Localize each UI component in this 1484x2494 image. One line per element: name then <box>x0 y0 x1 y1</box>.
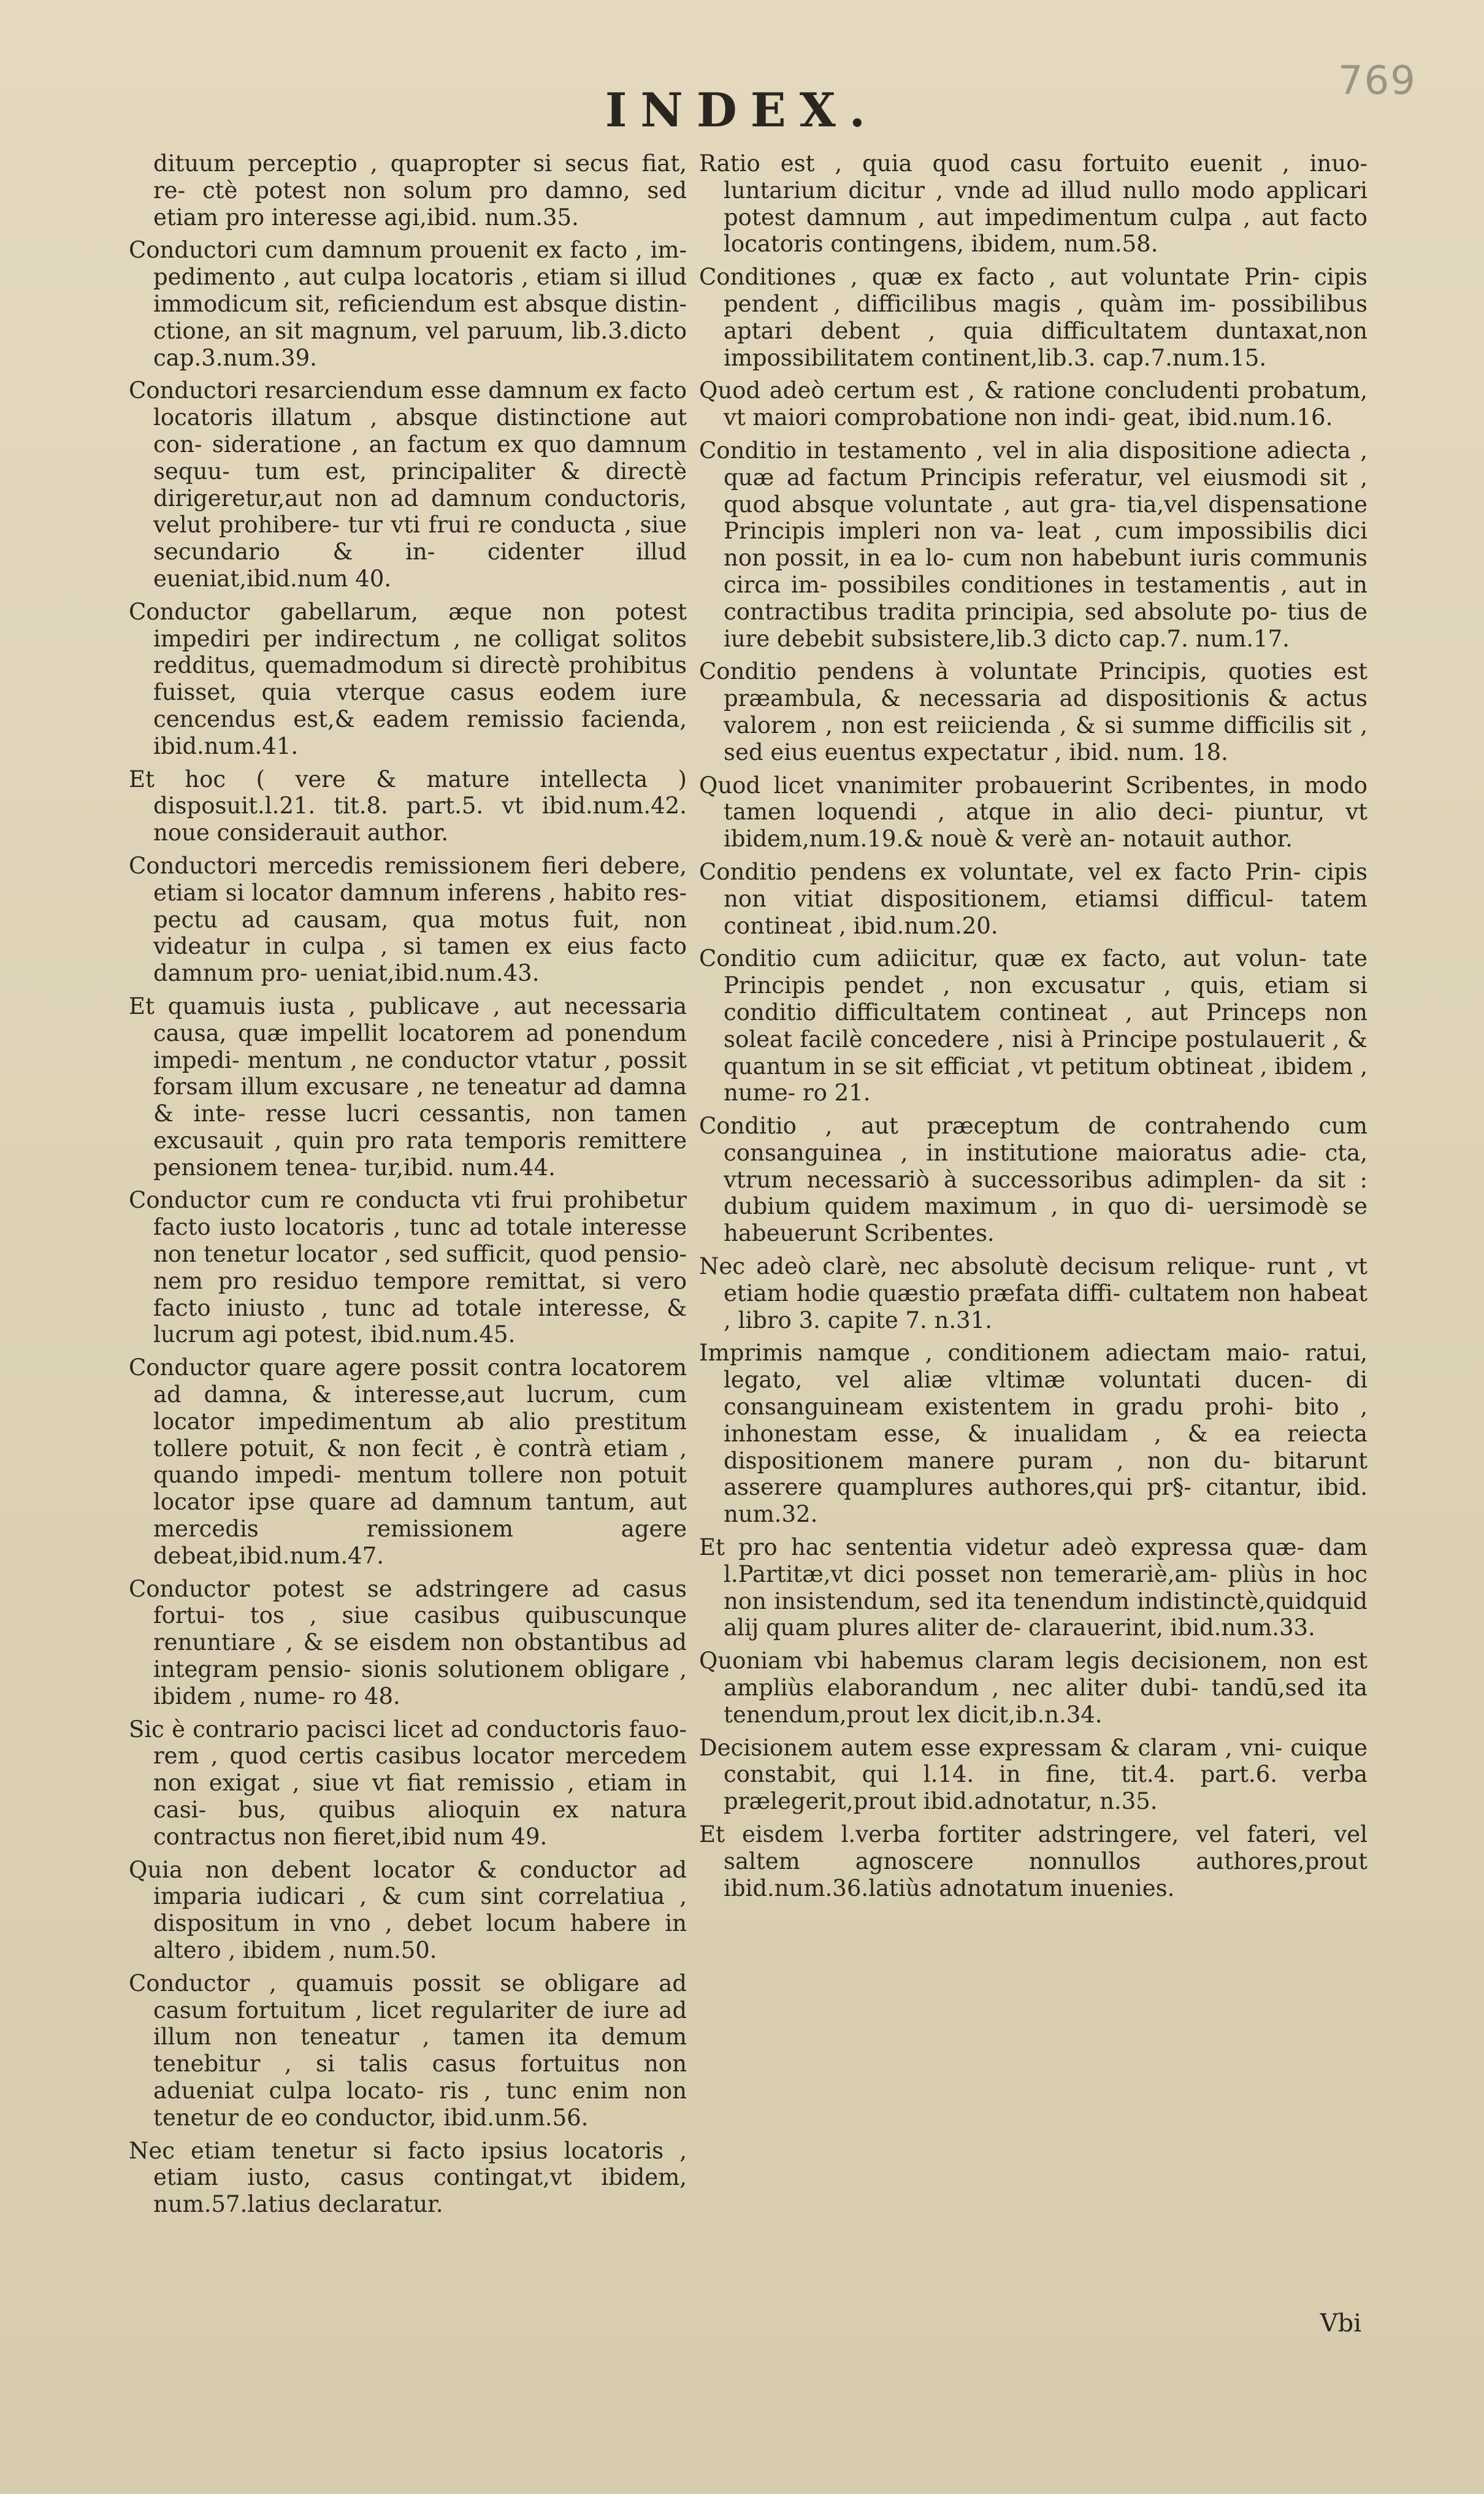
running-header: INDEX. <box>605 83 879 137</box>
index-entry: Et hoc ( vere & mature intellecta ) disposuit.l.21. tit.8. part.5. vt ibid.num.42. noue considerauit author. <box>129 765 687 846</box>
index-entry: Quia non debent locator & conductor ad imparia iudicari , & cum sint correlatiua , dispositum in vno , debet locum habere in altero , ibidem , num.50. <box>129 1856 687 1963</box>
index-entry: Conductori cum damnum prouenit ex facto , im- pedimento , aut culpa locatoris , etiam si illud immodicum sit, reficiendum est absque distin- ctione, an sit magnum, vel paruum, lib.3.dicto cap.3.num.39. <box>129 237 687 371</box>
index-entry: Conductor cum re conducta vti frui prohibetur facto iusto locatoris , tunc ad totale interesse non tenetur locator , sed sufficit, quod pensio- nem pro residuo tempore remittat, si vero facto iniusto , tunc ad totale interesse, & lucrum agi potest, ibid.num.45. <box>129 1187 687 1348</box>
index-entry: Conductori mercedis remissionem fieri debere, etiam si locator damnum inferens , habito res- pectu ad causam, qua motus fuit, non videatur in culpa , si tamen ex eius facto damnum pro- ueniat,ibid.num.43. <box>129 852 687 987</box>
index-entry: Conditio in testamento , vel in alia dispositione adiecta , quæ ad factum Principis referatur, vel eiusmodi sit , quod absque voluntate , aut gra- tia,vel dispensatione Principis impleri non va- leat , cum impossibilis dici non possit, in ea lo- cum non habebunt iuris communis circa im- possibiles conditiones in testamentis , aut in contractibus tradita principia, sed absolute po- tius de iure debebit subsistere,lib.3 dicto cap.7. num.17. <box>699 437 1367 652</box>
index-entry: Quod licet vnanimiter probauerint Scribentes, in modo tamen loquendi , atque in alio deci- piuntur, vt ibidem,num.19.& nouè & verè an- notauit author. <box>699 772 1367 853</box>
index-entry: Conditio pendens ex voluntate, vel ex facto Prin- cipis non vitiat dispositionem, etiamsi difficul- tatem contineat , ibid.num.20. <box>699 858 1367 939</box>
index-entry: Quod adeò certum est , & ratione concludenti probatum, vt maiori comprobatione non indi- geat, ibid.num.16. <box>699 377 1367 431</box>
index-entry: Conditio , aut præceptum de contrahendo cum consanguinea , in institutione maioratus adie- cta, vtrum necessariò à successoribus adimplen- da sit : dubium quidem maximum , in quo di- uersimodè se habeuerunt Scribentes. <box>699 1113 1367 1247</box>
index-entry: Decisionem autem esse expressam & claram , vni- cuique constabit, qui l.14. in fine, tit.4. part.6. verba prælegerit,prout ibid.adnotatur, n.35. <box>699 1734 1367 1815</box>
index-entry: Sic è contrario pacisci licet ad conductoris fauo- rem , quod certis casibus locator mercedem non exigat , siue vt fiat remissio , etiam in casi- bus, quibus alioquin ex natura contractus non fieret,ibid num 49. <box>129 1716 687 1850</box>
index-entry: Conductor gabellarum, æque non potest impediri per indirectum , ne colligat solitos redditus, quemadmodum si directè prohibitus fuisset, quia vterque casus eodem iure cencendus est,& eadem remissio facienda, ibid.num.41. <box>129 598 687 759</box>
index-entry: Conditio pendens à voluntate Principis, quoties est præambula, & necessaria ad dispositionis & actus valorem , non est reiicienda , & si summe difficilis sit , sed eius euentus expectatur , ibid. num. 18. <box>699 658 1367 765</box>
index-entry: Conductor potest se adstringere ad casus fortui- tos , siue casibus quibuscunque renuntiare , & se eisdem non obstantibus ad integram pensio- sionis solutionem obligare , ibidem , nume- ro 48. <box>129 1575 687 1709</box>
index-entry: Et eisdem l.verba fortiter adstringere, vel fateri, vel saltem agnoscere nonnullos authores,prout ibid.num.36.latiùs adnotatum inuenies. <box>699 1821 1367 1901</box>
index-entry: Conditio cum adiicitur, quæ ex facto, aut volun- tate Principis pendet , non excusatur , quis, etiam si conditio difficultatem contineat , aut Princeps non soleat facilè concedere , nisi à Principe postulauerit , & quantum in se sit efficiat , vt petitum obtineat , ibidem , nume- ro 21. <box>699 945 1367 1107</box>
index-entry: Conductor , quamuis possit se obligare ad casum fortuitum , licet regulariter de iure ad illum non teneatur , tamen ita demum tenebitur , si talis casus fortuitus non adueniat culpa locato- ris , tunc enim non tenetur de eo conductor, ibid.unm.56. <box>129 1970 687 2131</box>
index-entry: Et pro hac sententia videtur adeò expressa quæ- dam l.Partitæ,vt dici posset non temerariè,am- pliùs in hoc non insistendum, sed ita tenendum indistinctè,quidquid alij quam plures aliter de- clarauerint, ibid.num.33. <box>699 1534 1367 1641</box>
index-entry: dituum perceptio , quapropter si secus fiat, re- ctè potest non solum pro damno, sed etiam pro interesse agi,ibid. num.35. <box>153 150 687 231</box>
left-column <box>129 150 687 2224</box>
index-entry: Imprimis namque , conditionem adiectam maio- ratui, legato, vel aliæ vltimæ voluntati ducen- di consanguineam existentem in gradu prohi- bito , inhonestam esse, & inualidam , & ea reiecta dispositionem manere puram , non du- bitarunt asserere quamplures authores,qui pr§- citantur, ibid. num.32. <box>699 1340 1367 1528</box>
index-entry: Nec etiam tenetur si facto ipsius locatoris , etiam iusto, casus contingat,vt ibidem, num.57.latius declaratur. <box>129 2137 687 2218</box>
right-column <box>699 150 1367 1908</box>
index-entry: Quoniam vbi habemus claram legis decisionem, non est ampliùs elaborandum , nec aliter dubi- tandū,sed ita tenendum,prout lex dicit,ib.n.34. <box>699 1648 1367 1728</box>
catchword: Vbi <box>1320 2309 1361 2338</box>
folio-number: 769 <box>1337 58 1417 104</box>
index-entry: Nec adeò clarè, nec absolutè decisum relique- runt , vt etiam hodie quæstio præfata diffi- cultatem non habeat , libro 3. capite 7. n.31. <box>699 1253 1367 1333</box>
index-entry: Conductor quare agere possit contra locatorem ad damna, & interesse,aut lucrum, cum locator impedimentum ab alio prestitum tollere potuit, & non fecit , è contrà etiam , quando impedi- mentum tollere non potuit locator ipse quare ad damnum tantum, aut mercedis remissionem agere debeat,ibid.num.47. <box>129 1354 687 1569</box>
index-entry: Conductori resarciendum esse damnum ex facto locatoris illatum , absque distinctione aut con- sideratione , an factum ex quo damnum sequu- tum est, principaliter & directè dirigeretur,aut non ad damnum conductoris, velut prohibere- tur vti frui re conducta , siue secundario & in- cidenter illud eueniat,ibid.num 40. <box>129 377 687 592</box>
index-entry: Conditiones , quæ ex facto , aut voluntate Prin- cipis pendent , difficilibus magis , quàm im- possibilibus aptari debent , quia difficultatem duntaxat,non impossibilitatem continent,lib.3. cap.7.num.15. <box>699 264 1367 371</box>
index-entry: Et quamuis iusta , publicave , aut necessaria causa, quæ impellit locatorem ad ponendum impedi- mentum , ne conductor vtatur , possit forsam illum excusare , ne teneatur ad damna & inte- resse lucri cessantis, non tamen excusauit , quin pro rata temporis remittere pensionem tenea- tur,ibid. num.44. <box>129 992 687 1181</box>
index-entry: Ratio est , quia quod casu fortuito euenit , inuo- luntarium dicitur , vnde ad illud nullo modo applicari potest damnum , aut impedimentum culpa , aut facto locatoris contingens, ibidem, num.58. <box>699 150 1367 258</box>
